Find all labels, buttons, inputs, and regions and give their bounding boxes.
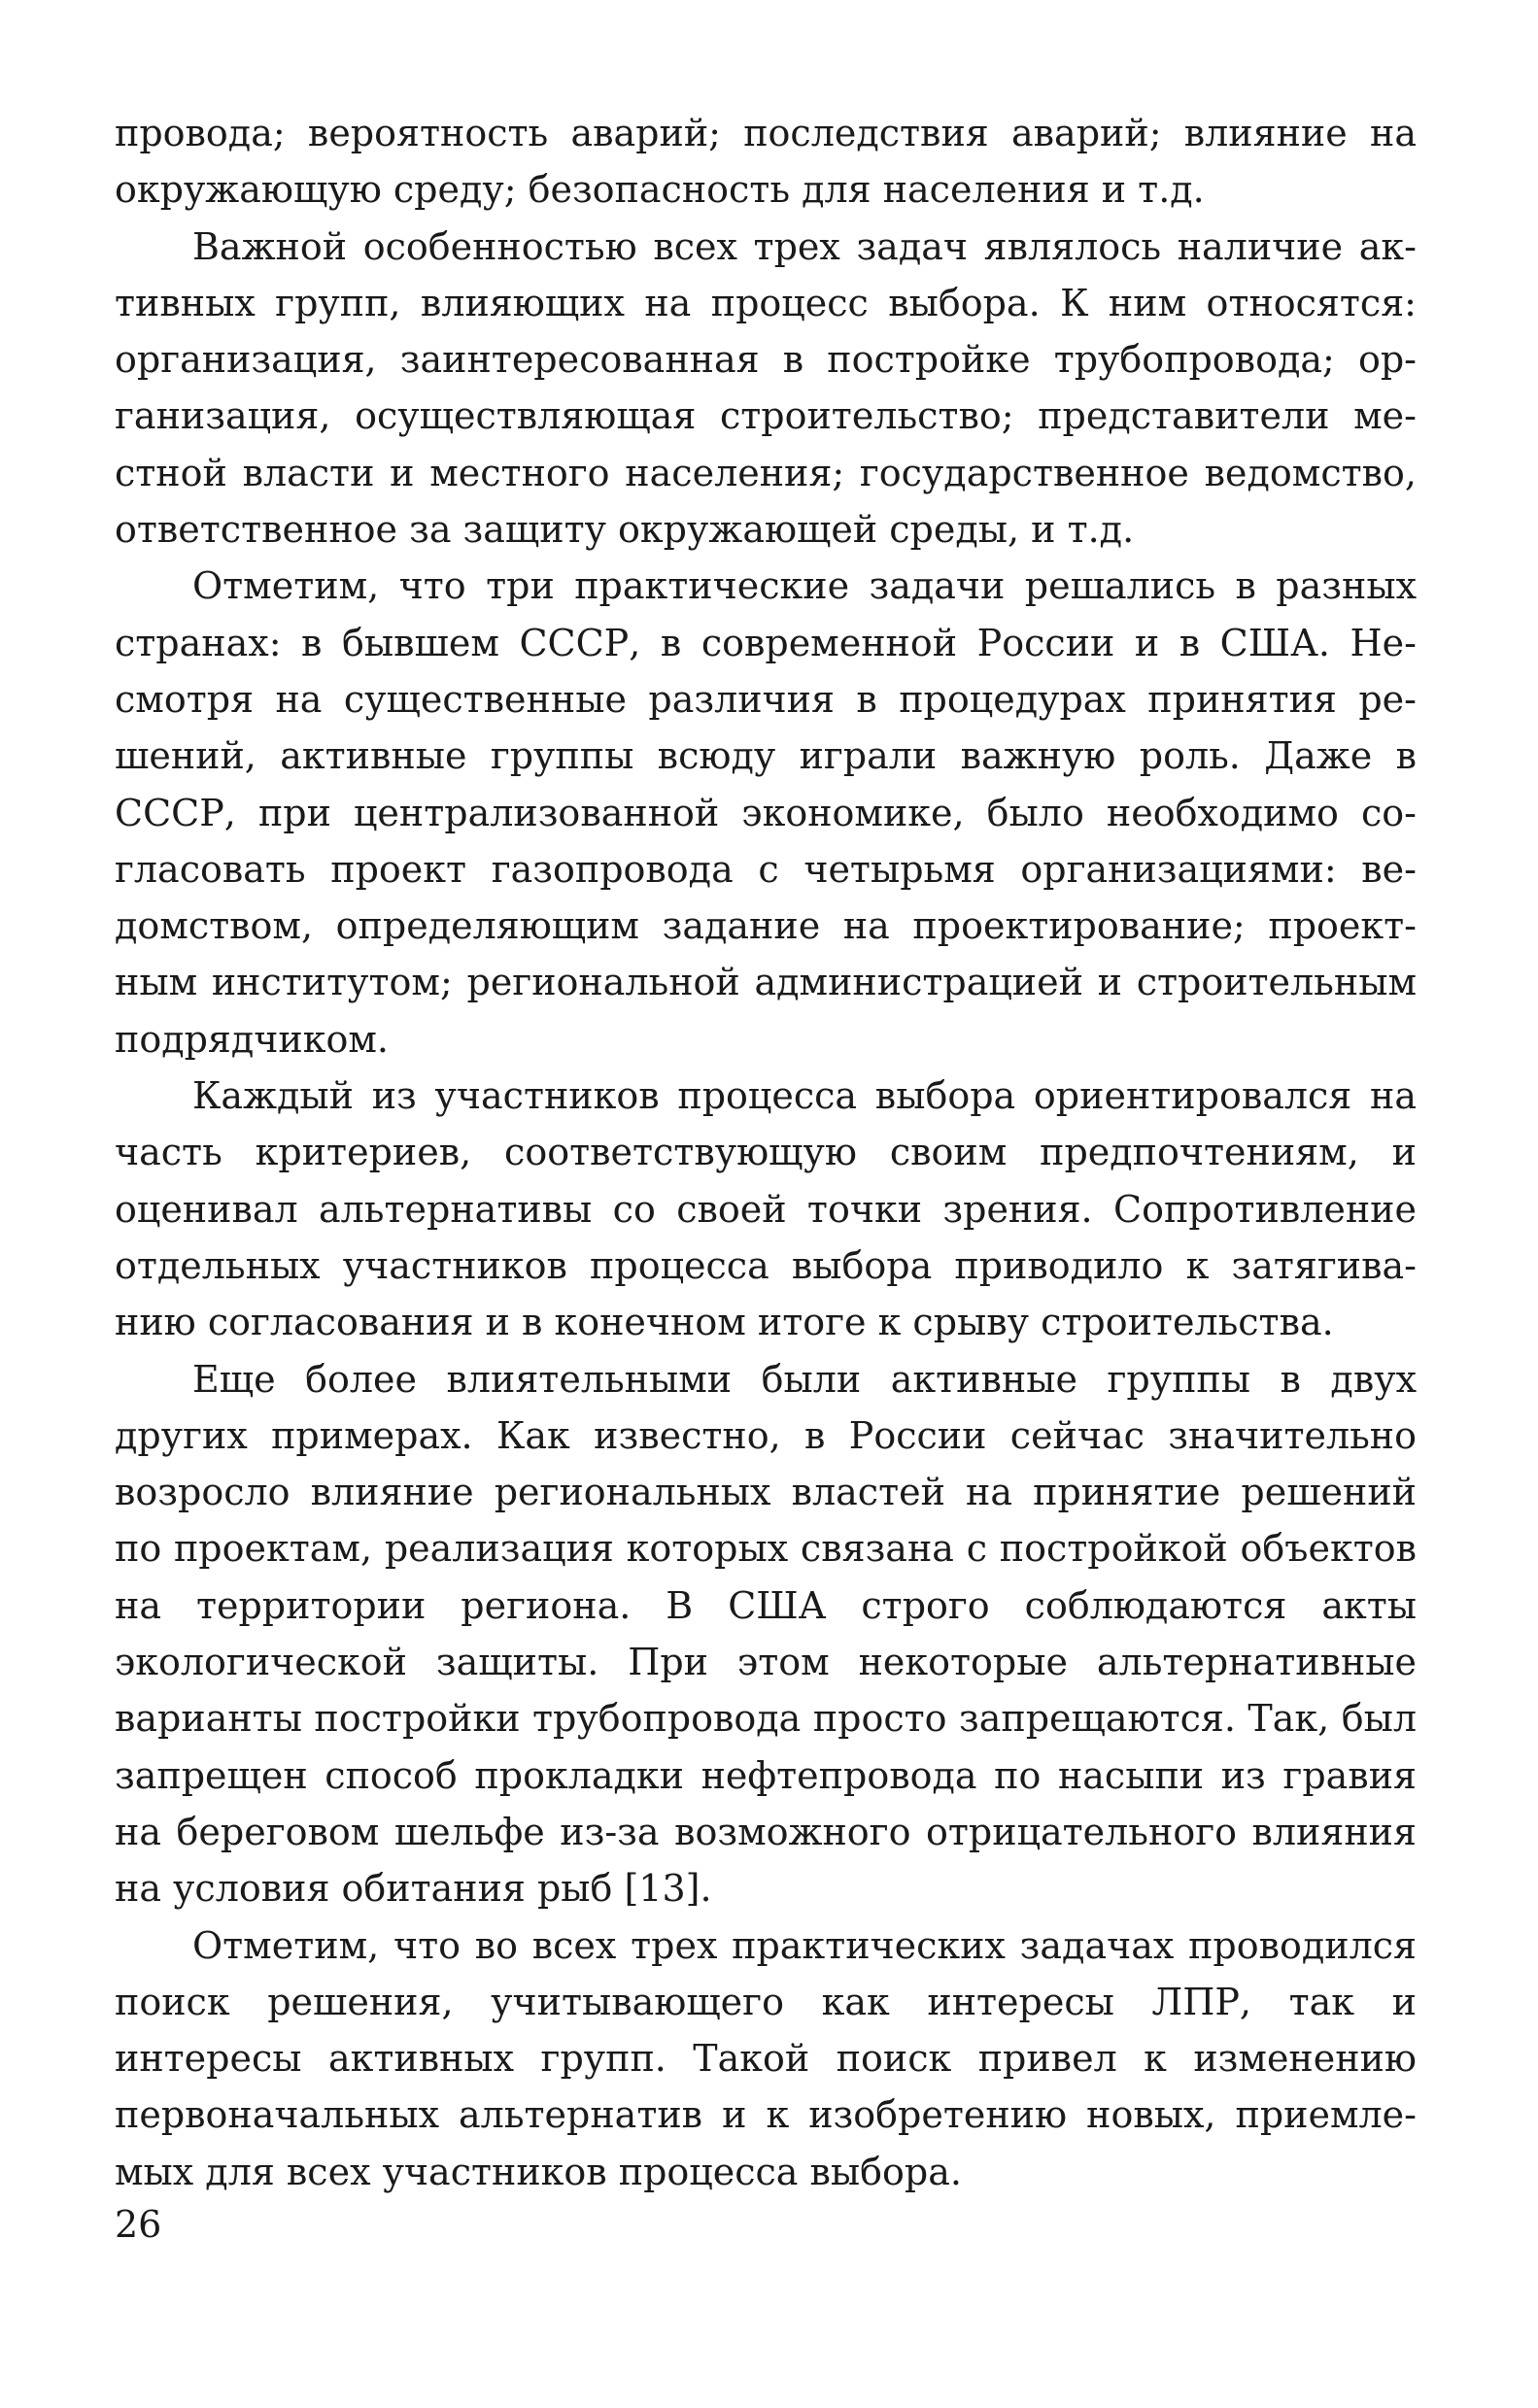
page-number: 26 <box>115 2203 162 2246</box>
paragraph-conclusion: Отметим, что во всех трех практических задачах проводился поиск решения, учитывающего как интересы ЛПР, так и интересы активных групп. Такой поиск привел к изменению первоначальных альтернатив и к изобретению новых, приемлемых для всех участников процесса выбора. <box>115 1923 1417 2193</box>
page-body <box>115 105 1417 2200</box>
paragraph-influence: Еще более влиятельными были активные группы в двух других примерах. Как известно, в России сейчас значительно возросло влияние региональных властей на принятие решений по проектам, реализация которых связана с постройкой объектов на территории региона. В США строго соблюдаются акты экологической защиты. При этом некоторые альтернативные варианты постройки трубопровода просто запрещаются. Так, был запрещен способ прокладки нефтепровода по насыпи из гравия на береговом шельфе из-за возможного отрицательного влияния на условия обитания рыб [13]. <box>115 1357 1417 1911</box>
paragraph-active-groups: Важной особенностью всех трех задач являлось наличие активных групп, влияющих на процесс выбора. К ним относятся: организация, заинтересованная в постройке трубопровода; организация, осуществляющая строительство; представители местной власти и местного населения; государственное ведомство, ответственное за защиту окружающей среды, и т.д. <box>115 224 1417 552</box>
paragraph-participants: Каждый из участников процесса выбора ориентировался на часть критериев, соответствующую своим предпочтениям, и оценивал альтернативы со своей точки зрения. Сопротивление отдельных участников процесса выбора приводило к затягиванию согласования и в конечном итоге к срыву строительства. <box>115 1074 1417 1344</box>
paragraph-countries: Отметим, что три практические задачи решались в разных странах: в бывшем СССР, в современной России и в США. Несмотря на существенные различия в процедурах принятия решений, активные группы всюду играли важную роль. Даже в СССР, при централизованной экономике, было необходимо согласовать проект газопровода с четырьмя организациями: ведомством, определяющим задание на проектирование; проектным институтом; региональной администрацией и строительным подрядчиком. <box>115 564 1417 1061</box>
paragraph-continuation: провода; вероятность аварий; последствия аварий; влияние на окружающую среду; безопасность для населения и т.д. <box>115 112 1417 212</box>
